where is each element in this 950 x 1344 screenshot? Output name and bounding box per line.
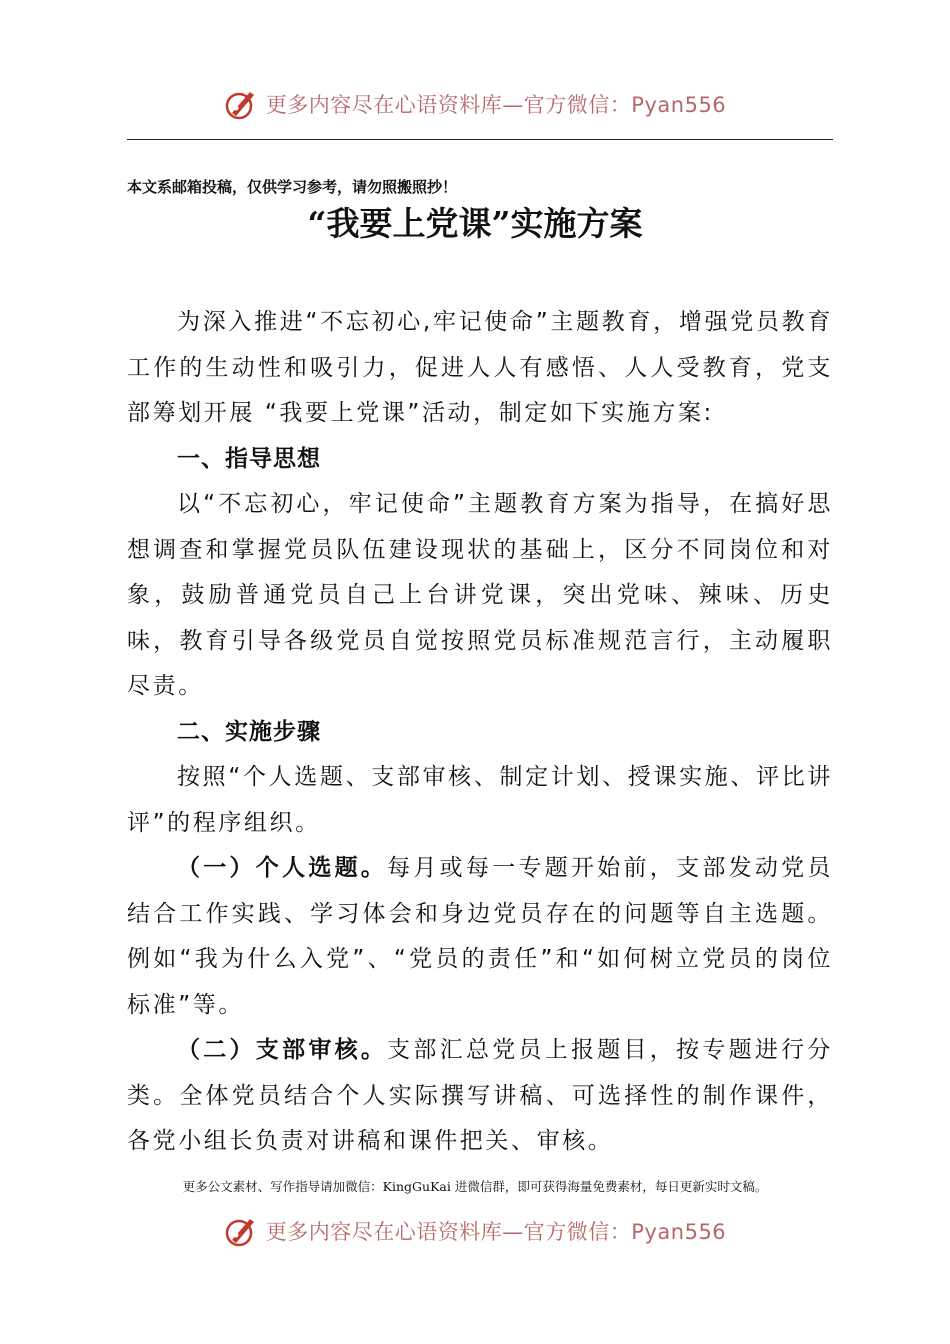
document-body	[127, 300, 833, 1165]
step-two-text: 支部汇总党员上报题目，按专题进行分类。全体党员结合个人实际撰写讲稿、可选择性的制作课件，各党小组长负责对讲稿和课件把关、审核。	[127, 1037, 833, 1154]
step-two-paragraph	[127, 1028, 833, 1165]
footer-banner	[0, 1211, 950, 1251]
pen-logo-icon	[224, 1213, 260, 1249]
step-one-text: 每月或每一专题开始前，支部发动党员结合工作实践、学习体会和身边党员存在的问题等自主选题。例如“我为什么入党”、“党员的责任”和“如何树立党员的岗位标准”等。	[127, 855, 833, 1018]
document-title: “我要上党课”实施方案	[307, 204, 643, 243]
step-one-paragraph	[127, 846, 833, 1028]
banner-text: 更多内容尽在心语资料库—官方微信：Pyan556	[265, 93, 727, 117]
header-divider	[127, 139, 833, 140]
submission-notice: 本文系邮箱投稿，仅供学习参考，请勿照搬照抄！	[127, 178, 458, 196]
footer-note: 更多公文素材、写作指导请加微信：KingGuKai 进微信群，即可获得海量免费素材，每日更新实时文稿。	[182, 1179, 768, 1194]
intro-paragraph: 为深入推进“不忘初心,牢记使命”主题教育，增强党员教育工作的生动性和吸引力，促进人人有感悟、人人受教育，党支部筹划开展 “我要上党课”活动，制定如下实施方案:	[127, 309, 833, 426]
pen-logo-icon	[224, 86, 260, 122]
step-two-label: （二）支部审核。	[177, 1037, 388, 1063]
step-one-label: （一）个人选题。	[177, 855, 388, 881]
section-heading-steps: 二、实施步骤	[177, 718, 321, 745]
banner-text: 更多内容尽在心语资料库—官方微信：Pyan556	[265, 1220, 727, 1244]
header-banner	[0, 84, 950, 124]
steps-intro-paragraph: 按照“个人选题、支部审核、制定计划、授课实施、评比讲评”的程序组织。	[127, 764, 833, 836]
section-heading-guiding-ideology: 一、指导思想	[177, 445, 321, 472]
guiding-ideology-paragraph: 以“不忘初心，牢记使命”主题教育方案为指导，在搞好思想调查和掌握党员队伍建设现状的基础上，区分不同岗位和对象，鼓励普通党员自己上台讲党课，突出党味、辣味、历史味，教育引导各级党员自觉按照党员标准规范言行，主动履职尽责。	[127, 491, 833, 699]
